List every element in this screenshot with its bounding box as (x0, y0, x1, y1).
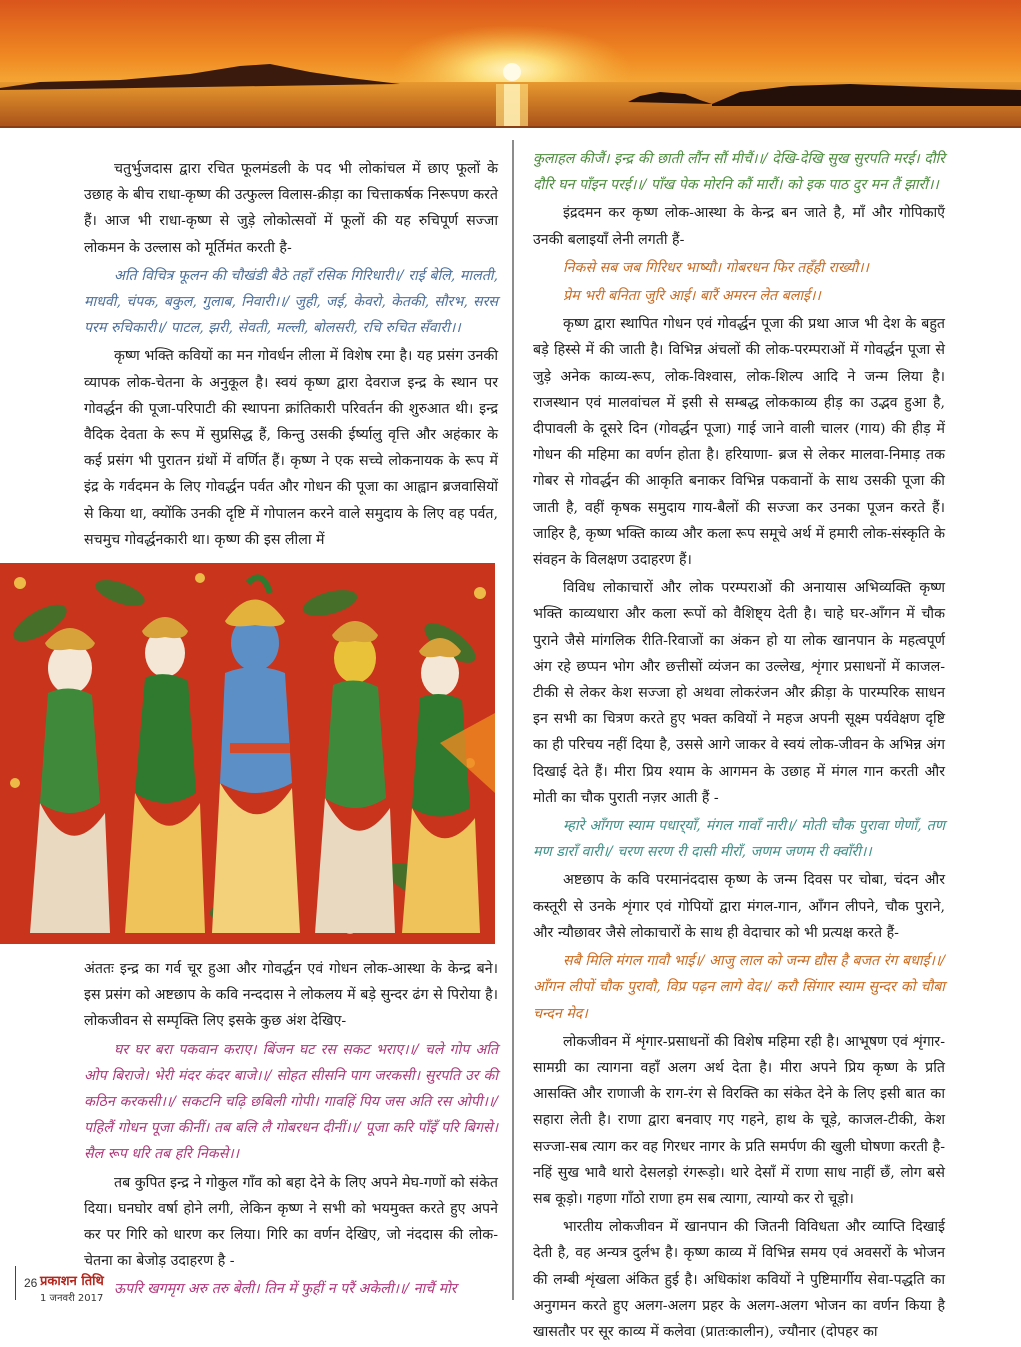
paragraph: कृष्ण द्वारा स्थापित गोधन एवं गोवर्द्धन पूजा की प्रथा आज भी देश के बहुत बड़े हिस्से में की जाती है। विभिन्न अंचलों की लोक-परम्पराओं में गोवर्द्धन पूजा से जुड़े अनेक काव्य-रूप, लोक-विश्वास, लोक-शिल्प आदि ने जन्म लिया है। राजस्थान एवं मालवांचल में इसी से सम्बद्ध लोककाव्य हीड़ का उद्भव हुआ है, दीपावली के दूसरे दिन (गोवर्द्धन पूजा) गाई जाने वाली चालर (गाय) की हीड़ में गोधन की महिमा का वर्णन होता है। हरियाणा- ब्रज से लेकर मालवा-निमाड़ तक गोबर से गोवर्द्धन की आकृति बनाकर विभिन्न पकवानों के साथ उसकी पूजा की जाती है, वहीं कृषक समुदाय गाय-बैलों की सज्जा कर उनका पूजन करते हैं। जाहिर है, कृष्ण भक्ति काव्य और कला रूप समूचे अर्थ में हमारी लोक-संस्कृति के संवहन के विलक्षण उदाहरण हैं। (533, 316, 945, 569)
verse-quote: म्हारे आँगण स्याम पधार्‌याँ, मंगल गावाँ नारी।/ मोती चौक पुरावा णेणाँ, तण मण डाराँ वारी।/ चरण सरण री दासी मीराँ, जणम जणम री क्वाँरी।। (533, 818, 945, 861)
issue-date: 1 जनवरी 2017 (40, 1293, 104, 1304)
paragraph: अंततः इन्द्र का गर्व चूर हुआ और गोवर्द्धन एवं गोधन लोक-आस्था के केन्द्र बने। इस प्रसंग को अष्टछाप के कवि नन्ददास ने लोकलय में बड़े सुन्दर ढंग से पिरोया है। लोकजीवन से सम्पृक्ति लिए इसके कुछ अंश देखिए- (84, 961, 498, 1030)
paragraph: चतुर्भुजदास द्वारा रचित फूलमंडली के पद भी लोकांचल में छाए फूलों के उछाह के बीच राधा-कृष्ण की उत्फुल्ल विलास-क्रीड़ा का चित्ताकर्षक निरूपण करते हैं। आज भी राधा-कृष्ण से जुड़े लोकोत्सवों में फूलों की यह रुचिपूर्ण सज्जा लोकमन के उल्लास को मूर्तिमंत करती है- (84, 161, 498, 256)
footer-rule (15, 1266, 16, 1300)
verse-quote: ऊपरि खगमृग अरु तरु बेली। तिन में फुहीं न परैं अकेली।।/ नाचैं मोर (114, 1281, 457, 1298)
magazine-name: प्रकाशन तिथि (40, 1274, 104, 1289)
paragraph: भारतीय लोकजीवन में खानपान की जितनी विविधता और व्याप्ति दिखाई देती है, वह अन्यत्र दुर्लभ है। कृष्ण काव्य में विभिन्न समय एवं अवसरों के भोजन की लम्बी शृंखला अंकित हुई है। अधिकांश कवियों ने पुष्टिमार्गीय सेवा-पद्धति का अनुगमन करते हुए अलग-अलग प्रहर के अलग-अलग भोजन का वर्णन किया है खासतौर पर सूर काव्य में कलेवा (प्रातःकालीन), ज्यौनार (दोपहर का (533, 1219, 945, 1340)
verse-quote: अति विचित्र फूलन की चौखंडी बैठे तहाँ रसिक गिरिधारी।/ राई बेलि, मालती, माधवी, चंपक, बकुल, गुलाब, निवारी।।/ जुही, जई, केवरो, केतकी, सौरभ, सरस परम रुचिकारी।/ पाटल, झरी, सेवती, मल्ली, बोलसरी, रचि रुचित सँवारी।। (84, 267, 498, 337)
paragraph: लोकजीवन में शृंगार-प्रसाधनों की विशेष महिमा रही है। आभूषण एवं शृंगार-सामग्री का त्यागना वहाँ अलग अर्थ देता है। मीरा अपने प्रिय कृष्ण के प्रति आसक्ति और राणाजी के राग-रंग से विरक्ति का संकेत देने के लिए इसी बात का सहारा लेती है। राणा द्वारा बनवाए गए गहने, हाथ के चूड़े, काजल-टीकी, केश सज्जा-सब त्याग कर वह गिरधर नागर के प्रति समर्पण की खुली घोषणा करती है- नहिं सुख भावै थारो देसलड़ो रंगरूड़ो। थारे देसाँ में राणा साध नाहीं छँ, लोग बसे सब कूड़ो। गहणा गाँठो राणा हम सब त्यागा, त्याग्यो कर रो चूड़ो। (533, 1033, 945, 1207)
verse-quote: प्रेम भरी बनिता जुरि आई। बारैं अमरन लेत बलाई।। (563, 288, 821, 305)
paragraph: अष्टछाप के कवि परमानंददास कृष्ण के जन्म दिवस पर चोबा, चंदन और कस्तूरी से उनके शृंगार एवं गोपियों द्वारा मंगल-गान, आँगन लीपने, चौक पुराने, और न्यौछावर जैसे लोकाचारों के साथ ही वेदाचार को भी प्रत्यक्ष करते हैं- (533, 872, 945, 941)
page-number: 26 (24, 1276, 38, 1290)
column-divider (512, 140, 514, 1300)
paragraph: इंद्रदमन कर कृष्ण लोक-आस्था के केन्द्र बन जाते है, माँ और गोपिकाएँ उनकी बलाइयाँ लेनी लगती हैं- (533, 205, 945, 248)
paragraph: विविध लोकाचारों और लोक परम्पराओं की अनायास अभिव्यक्ति कृष्ण भक्ति काव्यधारा और कला रूपों को वैशिष्ट्य देती है। चाहे घर-आँगन में चौक पुराने जैसे मांगलिक रीति-रिवाजों का अंकन हो या लोक खानपान के महत्वपूर्ण अंग रहे छप्पन भोग और छत्तीसों व्यंजन का उल्लेख, शृंगार प्रसाधनों में काजल-टीकी से लेकर केश सज्जा हो अथवा लोकरंजन और क्रीड़ा के पारम्परिक साधन इन सभी का चित्रण करते हुए भक्त कवियों ने महज अपनी सूक्ष्म पर्यवेक्षण दृष्टि का ही परिचय नहीं दिया है, उससे आगे जाकर वे स्वयं लोक-जीवन के अभिन्न अंग दिखाई देते हैं। मीरा प्रिय श्याम के आगमन के उछाह में मंगल गान करती और मोती का चौक पुराती नज़र आती हैं - (533, 580, 945, 806)
left-column-bottom (84, 956, 498, 1305)
sunset-photo (0, 0, 1021, 128)
verse-quote: कुलाहल कीजैं। इन्द्र की छाती लौंन सौं मीचैं।।/ देखि-देखि सुख सुरपति मरई। दौरि दौरि घन पाँइन परई।।/ पाँख पेक मोरनि कौं मारौं। को इक पाठ दुर मन तैं झारौं।। (533, 151, 945, 194)
left-column-top (84, 156, 498, 555)
paragraph: कृष्ण भक्ति कवियों का मन गोवर्धन लीला में विशेष रमा है। यह प्रसंग उनकी व्यापक लोक-चेतना के अनुकूल है। स्वयं कृष्ण द्वारा देवराज इन्द्र के स्थान पर गोवर्द्धन की पूजा-परिपाटी की स्थापना क्रांतिकारी परिवर्तन की शुरुआत थी। इन्द्र वैदिक देवता के रूप में सुप्रसिद्ध हैं, किन्तु उसकी ईर्ष्यालु वृत्ति और अहंकार के कई प्रसंग भी पुरातन ग्रंथों में वर्णित हैं। कृष्ण ने एक सच्चे लोकनायक के रूप में इंद्र के गर्वदमन के लिए गोवर्द्धन पर्वत और गोधन की पूजा का आह्वान ब्रजवासियों से किया था, क्योंकि उनकी दृष्टि में गोपालन करने वाले समुदाय के लिए वह पर्वत, सचमुच गोवर्द्धनकारी था। कृष्ण की इस लीला में (84, 348, 498, 548)
krishna-gopis-mural (0, 563, 495, 944)
verse-quote: निकसे सब जब गिरिधर भाष्यौ। गोबरधन फिर तहँही राख्यौ।। (563, 259, 869, 276)
paragraph: तब कुपित इन्द्र ने गोकुल गाँव को बहा देने के लिए अपने मेघ-गणों को संकेत दिया। घनघोर वर्षा होने लगी, लेकिन कृष्ण ने सभी को भयमुक्त करते हुए अपने कर पर गिरि को धारण कर लिया। गिरि का वर्णन देखिए, जो नंददास की लोक-चेतना का बेजोड़ उदाहरण है - (84, 1174, 498, 1270)
verse-quote: घर घर बरा पकवान कराए। बिंजन घट रस सकट भराए।।/ चले गोप अति ओप बिराजे। भेरी मंदर कंदर बाजे।।/ सोहत सीसनि पाग जरकसी। सुरपति उर की कठिन करकसी।।/ सकटनि चढ़ि छबिली गोपी। गावहिं पिय जस अति रस ओपी।।/ पहिलैं गोधन पूजा कीनीं। तब बलि लै गोबरधन दीनीं।।/ पूजा करि पाँइँ परि बिगसे। सैल रूप धरि तब हरि निकसे।। (84, 1041, 498, 1163)
verse-quote: सबै मिलि मंगल गावौ भाई।/ आजु लाल को जन्म द्यौस है बजत रंग बधाई।।/ आँगन लीपों चौक पुरावौ, विप्र पढ़न लागे वेद।/ करौ सिंगार स्याम सुन्दर को चौबा चन्दन मेद। (533, 953, 945, 1022)
right-column (533, 146, 945, 1347)
